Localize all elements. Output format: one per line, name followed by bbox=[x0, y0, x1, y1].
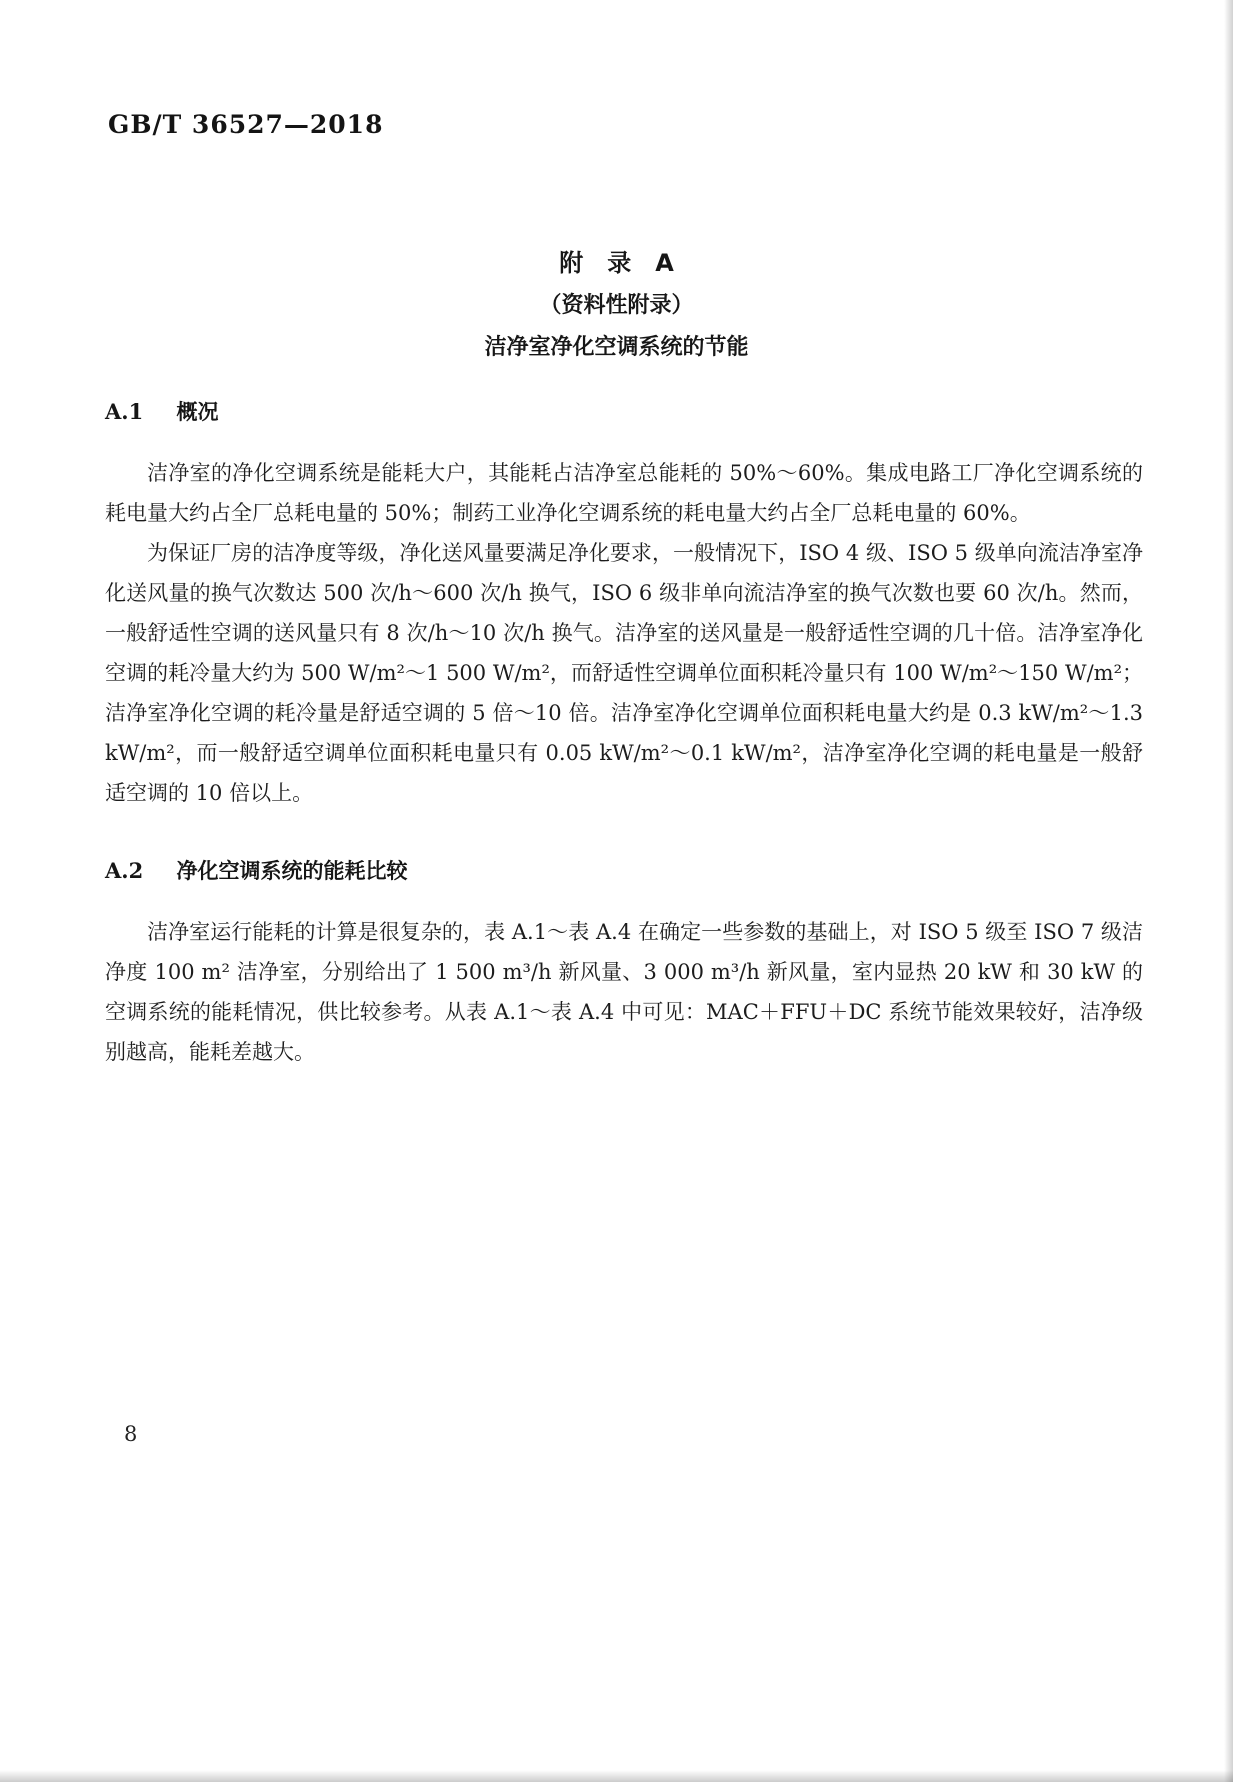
section-a1-paragraph-1: 洁净室的净化空调系统是能耗大户，其能耗占洁净室总能耗的 50%～60%。集成电路工厂净化空调系统的耗电量大约占全厂总耗电量的 50%；制药工业净化空调系统的耗电量大约占全厂总耗电量的 60%。 bbox=[105, 461, 1143, 525]
appendix-label: 附 录 A bbox=[559, 249, 674, 277]
section-a2-paragraph-1: 洁净室运行能耗的计算是很复杂的，表 A.1～表 A.4 在确定一些参数的基础上，对 ISO 5 级至 ISO 7 级洁净度 100 m² 洁净室，分别给出了 1 500 m³/h 新风量、3 000 m³/h 新风量，室内显热 20 kW 和 30 kW 的空调系统的能耗情况，供比较参考。从表 A.1～表 A.4 中可见：MAC＋FFU＋DC 系统节能效果较好，洁净级别越高，能耗差越大。 bbox=[105, 920, 1143, 1064]
section-a1-paragraph-2: 为保证厂房的洁净度等级，净化送风量要满足净化要求，一般情况下，ISO 4 级、ISO 5 级单向流洁净室净化送风量的换气次数达 500 次/h～600 次/h 换气，ISO 6 级非单向流洁净室的换气次数也要 60 次/h。然而，一般舒适性空调的送风量只有 8 次/h～10 次/h 换气。洁净室的送风量是一般舒适性空调的几十倍。洁净室净化空调的耗冷量大约为 500 W/m²～1 500 W/m²，而舒适性空调单位面积耗冷量只有 100 W/m²～150 W/m²；洁净室净化空调的耗冷量是舒适空调的 5 倍～10 倍。洁净室净化空调单位面积耗电量大约是 0.3 kW/m²～1.3 kW/m²，而一般舒适空调单位面积耗电量只有 0.05 kW/m²～0.1 kW/m²，洁净室净化空调的耗电量是一般舒适空调的 10 倍以上。 bbox=[105, 541, 1143, 805]
section-a1-number: A.1 bbox=[105, 399, 144, 424]
page-number: 8 bbox=[124, 1422, 138, 1446]
standard-number: GB/T 36527—2018 bbox=[108, 110, 384, 139]
appendix-title: 洁净室净化空调系统的节能 bbox=[484, 335, 749, 360]
appendix-type-note: （资料性附录） bbox=[539, 293, 694, 318]
section-a2-heading bbox=[105, 855, 1143, 885]
appendix-title-block bbox=[0, 243, 1233, 361]
section-a2-number: A.2 bbox=[105, 858, 144, 883]
page-content bbox=[105, 396, 1143, 1072]
section-a1-heading bbox=[105, 396, 1143, 426]
section-a1-title: 概况 bbox=[176, 400, 219, 424]
section-a2-title: 净化空调系统的能耗比较 bbox=[176, 859, 408, 883]
